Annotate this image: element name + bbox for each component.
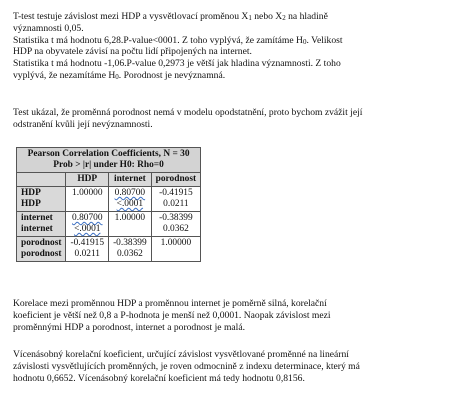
column-header: HDP — [66, 173, 109, 187]
text-line: koeficient je větší než 0,8 a P-hodnota je menší než 0,0001. Naopak závislost mezi — [13, 309, 331, 321]
text-line: Vícenásobný korelační koeficient, určující závislost vysvětlované proměnné na lineární — [13, 349, 349, 360]
text-line: významnosti 0,05. — [13, 22, 84, 34]
text-fragment: na hladině — [285, 11, 328, 22]
row-header-label: porodnost — [21, 238, 62, 248]
paragraph-correlation — [13, 298, 445, 333]
table-cell — [151, 212, 200, 237]
row-header — [17, 187, 66, 212]
text-line: hodnotu 0,6652. Vícenásobný korelační koeficient má tedy hodnotu 0,8156. — [13, 372, 305, 384]
row-header-label: porodnost — [21, 249, 62, 259]
text-line: HDP na obyvatele závisí na počtu lidí připojených na internet. — [13, 46, 252, 58]
text-line: Statistika t má hodnotu -1,06.P-value 0,2973 je větší jak hladina významnosti. Z toho — [13, 58, 341, 70]
text-line — [13, 70, 445, 82]
text-line: odstranění kvůli její nevýznamnosti. — [13, 118, 153, 130]
coefficient-value: 1.00000 — [114, 213, 146, 223]
coefficient-value: -0.41915 — [159, 188, 193, 198]
text-fragment: . Velikost — [306, 34, 343, 46]
table-corner — [17, 173, 66, 187]
subscript: 2 — [282, 14, 286, 22]
table-caption — [17, 148, 201, 173]
row-header-label: HDP — [21, 188, 41, 198]
text-line — [13, 35, 445, 47]
coefficient-value: 1.00000 — [160, 238, 192, 248]
p-value: 0.0211 — [74, 249, 100, 259]
coefficient-value: 0.80700 — [72, 213, 103, 223]
table-cell — [151, 187, 200, 212]
p-value: <.0001 — [116, 199, 144, 209]
coefficient-value: 1.00000 — [72, 188, 103, 198]
text-fragment: . Porodnost je nevýznamná. — [118, 69, 226, 81]
text-fragment: Statistika t má hodnotu 6,28.P-value<0001. Z toho vyplývá, že zamítáme H — [13, 34, 303, 46]
text-fragment: nebo X — [251, 11, 283, 22]
table-caption-row — [17, 148, 201, 173]
row-header-label: HDP — [21, 199, 41, 209]
paragraph-multiple-correlation — [13, 349, 445, 384]
coefficient-value: -0.38399 — [159, 213, 193, 223]
coefficient-value: -0.41915 — [70, 238, 105, 248]
table-cell — [66, 187, 109, 212]
row-header — [17, 212, 66, 237]
text-fragment: T-test testuje závislost mezi HDP a vysvětlovací proměnou X — [13, 11, 249, 22]
row-header — [17, 237, 66, 262]
table-cell — [109, 187, 152, 212]
row-header-label: internet — [21, 213, 53, 223]
caption-line: Prob > |r| under H0: Rho=0 — [53, 160, 164, 170]
table-header-row — [17, 173, 201, 187]
p-value: 0.0211 — [163, 199, 189, 209]
p-value: 0.0362 — [163, 224, 189, 234]
text-fragment: vyplývá, že nezamítáme H — [13, 69, 116, 81]
correlation-table — [16, 147, 201, 262]
text-line: Korelace mezi proměnnou HDP a proměnnou internet je poměrně silná, korelační — [13, 298, 327, 309]
coefficient-value: -0.38399 — [113, 238, 147, 248]
table-cell — [66, 212, 109, 237]
table-cell — [66, 237, 109, 262]
table-cell — [109, 237, 152, 262]
column-header: porodnost — [151, 173, 200, 187]
table-cell — [151, 237, 200, 262]
table-row — [17, 212, 201, 237]
caption-line: Pearson Correlation Coefficients, N = 30 — [27, 149, 190, 159]
column-header: internet — [109, 173, 152, 187]
text-line: proměnnými HDP a porodnost, internet a porodnost je malá. — [13, 321, 245, 333]
table-cell — [109, 212, 152, 237]
subscript: 0 — [302, 37, 307, 46]
text-line — [13, 11, 445, 23]
paragraph-test-conclusion — [13, 107, 445, 131]
text-line: Test ukázal, že proměnná porodnost nemá v modelu opodstatnění, proto bychom zvážit její — [13, 107, 363, 118]
table-row — [17, 187, 201, 212]
subscript: 0 — [115, 72, 119, 81]
p-value: 0.0362 — [116, 249, 143, 259]
table-row — [17, 237, 201, 262]
text-line: závislosti vysvětlujících proměnných, je roven odmocnině z indexu determinace, který má — [13, 360, 360, 372]
paragraph-ttest — [13, 11, 445, 82]
subscript: 1 — [248, 14, 252, 22]
coefficient-value: 0.80700 — [114, 188, 146, 198]
p-value: <.0001 — [74, 224, 101, 234]
row-header-label: internet — [21, 224, 53, 234]
